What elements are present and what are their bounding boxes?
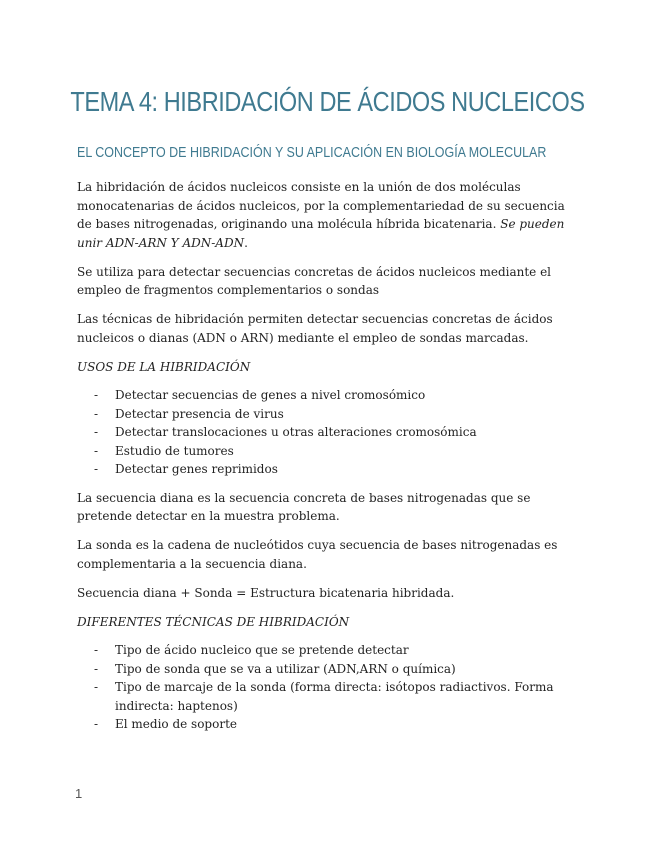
- dash-bullet: -: [94, 643, 99, 657]
- document-body: [77, 178, 579, 744]
- paragraph-sonda: La sonda es la cadena de nucleótidos cuya secuencia de bases nitrogenadas es complementaria a la secuencia diana.: [77, 538, 558, 571]
- paragraph-equation: Secuencia diana + Sonda = Estructura bicatenaria hibridada.: [77, 585, 455, 600]
- paragraph-techniques: Las técnicas de hibridación permiten detectar secuencias concretas de ácidos nucleicos o dianas (ADN o ARN) mediante el empleo de sondas marcadas.: [77, 312, 553, 345]
- list-item: - Detectar secuencias de genes a nivel cromosómico: [77, 386, 579, 405]
- page-number: 1: [75, 786, 83, 801]
- list-item: - Detectar translocaciones u otras alteraciones cromosómica: [77, 423, 579, 442]
- usos-heading: USOS DE LA HIBRIDACIÓN: [77, 359, 251, 374]
- list-item: - Estudio de tumores: [77, 442, 579, 461]
- usos-list: [77, 386, 579, 479]
- dash-bullet: -: [94, 661, 99, 676]
- dash-bullet: -: [94, 443, 99, 458]
- tecnicas-list: [77, 641, 579, 734]
- list-item: - Tipo de marcaje de la sonda (forma directa: isótopos radiactivos. Forma indirecta: haptenos): [94, 680, 554, 713]
- paragraph-use: Se utiliza para detectar secuencias concretas de ácidos nucleicos mediante el empleo de fragmentos complementarios o sondas: [77, 264, 552, 297]
- page-title: TEMA 4: HIBRIDACIÓN DE ÁCIDOS NUCLEICOS: [70, 86, 585, 117]
- dash-bullet: -: [94, 462, 99, 476]
- list-item: - Tipo de sonda que se va a utilizar (ADN,ARN o química): [77, 660, 579, 679]
- list-item: - El medio de soporte: [77, 715, 579, 734]
- dash-bullet: -: [94, 388, 99, 402]
- section-heading: EL CONCEPTO DE HIBRIDACIÓN Y SU APLICACIÓN EN BIOLOGÍA MOLECULAR: [77, 145, 547, 161]
- dash-bullet: -: [94, 717, 99, 731]
- list-item: - Detectar genes reprimidos: [77, 460, 579, 479]
- tecnicas-heading: DIFERENTES TÉCNICAS DE HIBRIDACIÓN: [77, 614, 350, 629]
- dash-bullet: -: [94, 425, 99, 439]
- list-item: - Detectar presencia de virus: [77, 405, 579, 424]
- dash-bullet: -: [94, 680, 99, 694]
- paragraph-definition-end: .: [244, 235, 248, 250]
- list-item: - Tipo de ácido nucleico que se pretende detectar: [77, 641, 579, 660]
- paragraph-diana: La secuencia diana es la secuencia concreta de bases nitrogenadas que se pretende detectar en la muestra problema.: [77, 490, 531, 523]
- paragraph-definition-text: La hibridación de ácidos nucleicos consiste en la unión de dos moléculas monocatenarias de ácidos nucleicos, por la complementariedad de su secuencia de bases nitrogenadas, originando una molécula híbrida bicatenaria.: [77, 180, 565, 231]
- paragraph-definition: [77, 178, 579, 252]
- paragraph-definition-emphasis: Se pueden unir ADN-ARN Y ADN-ADN: [77, 217, 565, 250]
- dash-bullet: -: [94, 406, 99, 421]
